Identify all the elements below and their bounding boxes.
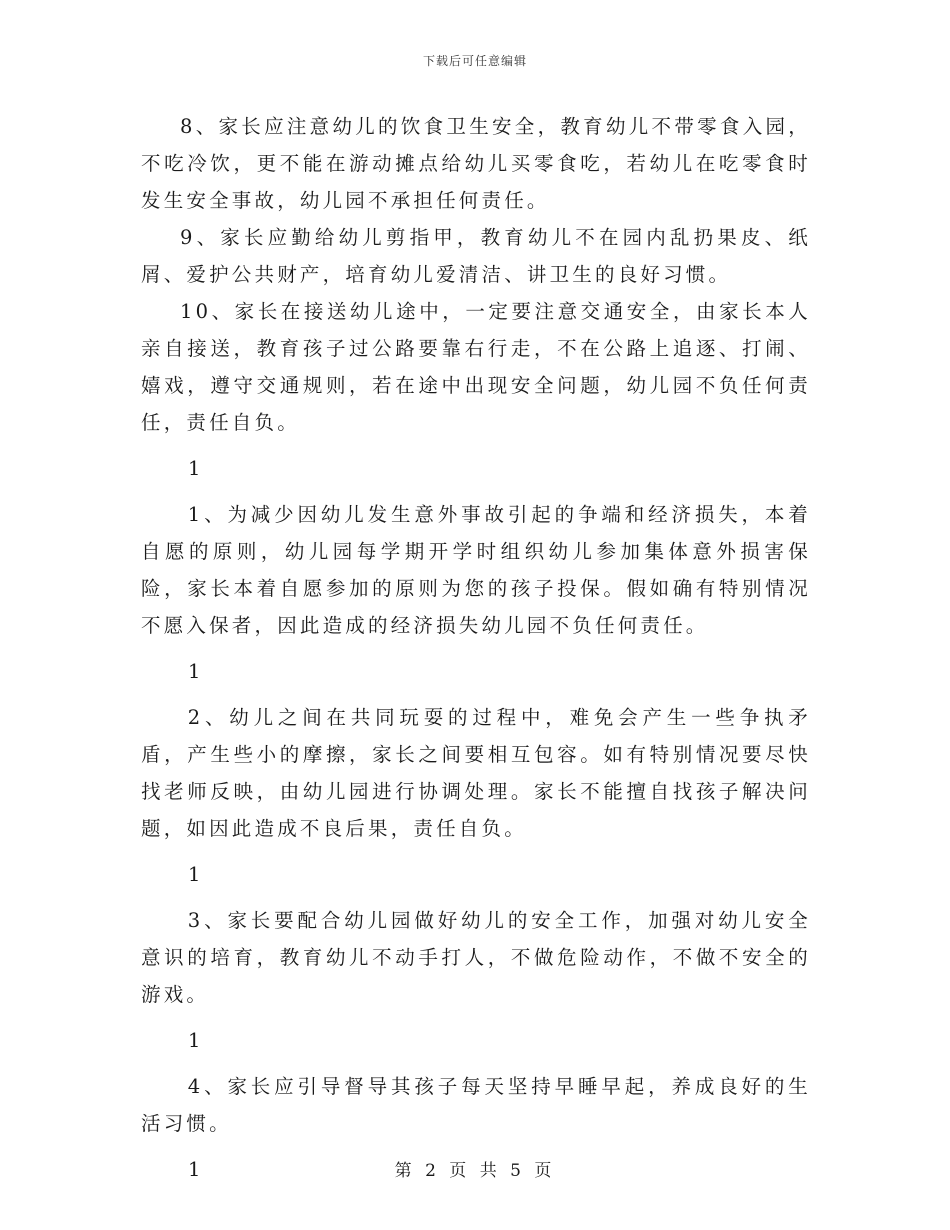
section-number: 1 [188, 660, 201, 683]
section-item-4: 4、家长应引导督导其孩子每天坚持早睡早起，养成良好的生活习惯。 [141, 1075, 811, 1135]
section-item-3: 3、家长要配合幼儿园做好幼儿的安全工作，加强对幼儿安全意识的培育，教育幼儿不动手打人，不做危险动作，不做不安全的游戏。 [141, 909, 811, 1006]
section-number: 1 [188, 863, 201, 886]
paragraph-9: 9、家长应勤给幼儿剪指甲，教育幼儿不在园内乱扔果皮、纸屑、爱护公共财产，培育幼儿爱清洁、讲卫生的良好习惯。 [141, 226, 811, 286]
page-footer: 第 2 页 共 5 页 [394, 1161, 556, 1181]
paragraph-10: 10、家长在接送幼儿途中，一定要注意交通安全，由家长本人亲自接送，教育孩子过公路要靠右行走，不在公路上追逐、打闹、嬉戏，遵守交通规则，若在途中出现安全问题，幼儿园不负任何责任，责任自负。 [141, 300, 811, 434]
section-item-1: 1、为减少因幼儿发生意外事故引起的争端和经济损失，本着自愿的原则，幼儿园每学期开学时组织幼儿参加集体意外损害保险，家长本着自愿参加的原则为您的孩子投保。假如确有特别情况不愿入保者，因此造成的经济损失幼儿园不负任何责任。 [141, 503, 811, 637]
section-item-2: 2、幼儿之间在共同玩耍的过程中，难免会产生一些争执矛盾，产生些小的摩擦，家长之间要相互包容。如有特别情况要尽快找老师反映，由幼儿园进行协调处理。家长不能擅自找孩子解决问题，如因此造成不良后果，责任自负。 [141, 706, 811, 840]
document-body [141, 108, 811, 1197]
section-number: 1 [188, 1029, 201, 1052]
paragraph-8: 8、家长应注意幼儿的饮食卫生安全，教育幼儿不带零食入园，不吃冷饮，更不能在游动摊点给幼儿买零食吃，若幼儿在吃零食时发生安全事故，幼儿园不承担任何责任。 [141, 115, 811, 212]
page-header: 下载后可任意编辑 [422, 54, 527, 68]
section-number: 1 [188, 1158, 201, 1181]
section-number: 1 [188, 457, 201, 480]
